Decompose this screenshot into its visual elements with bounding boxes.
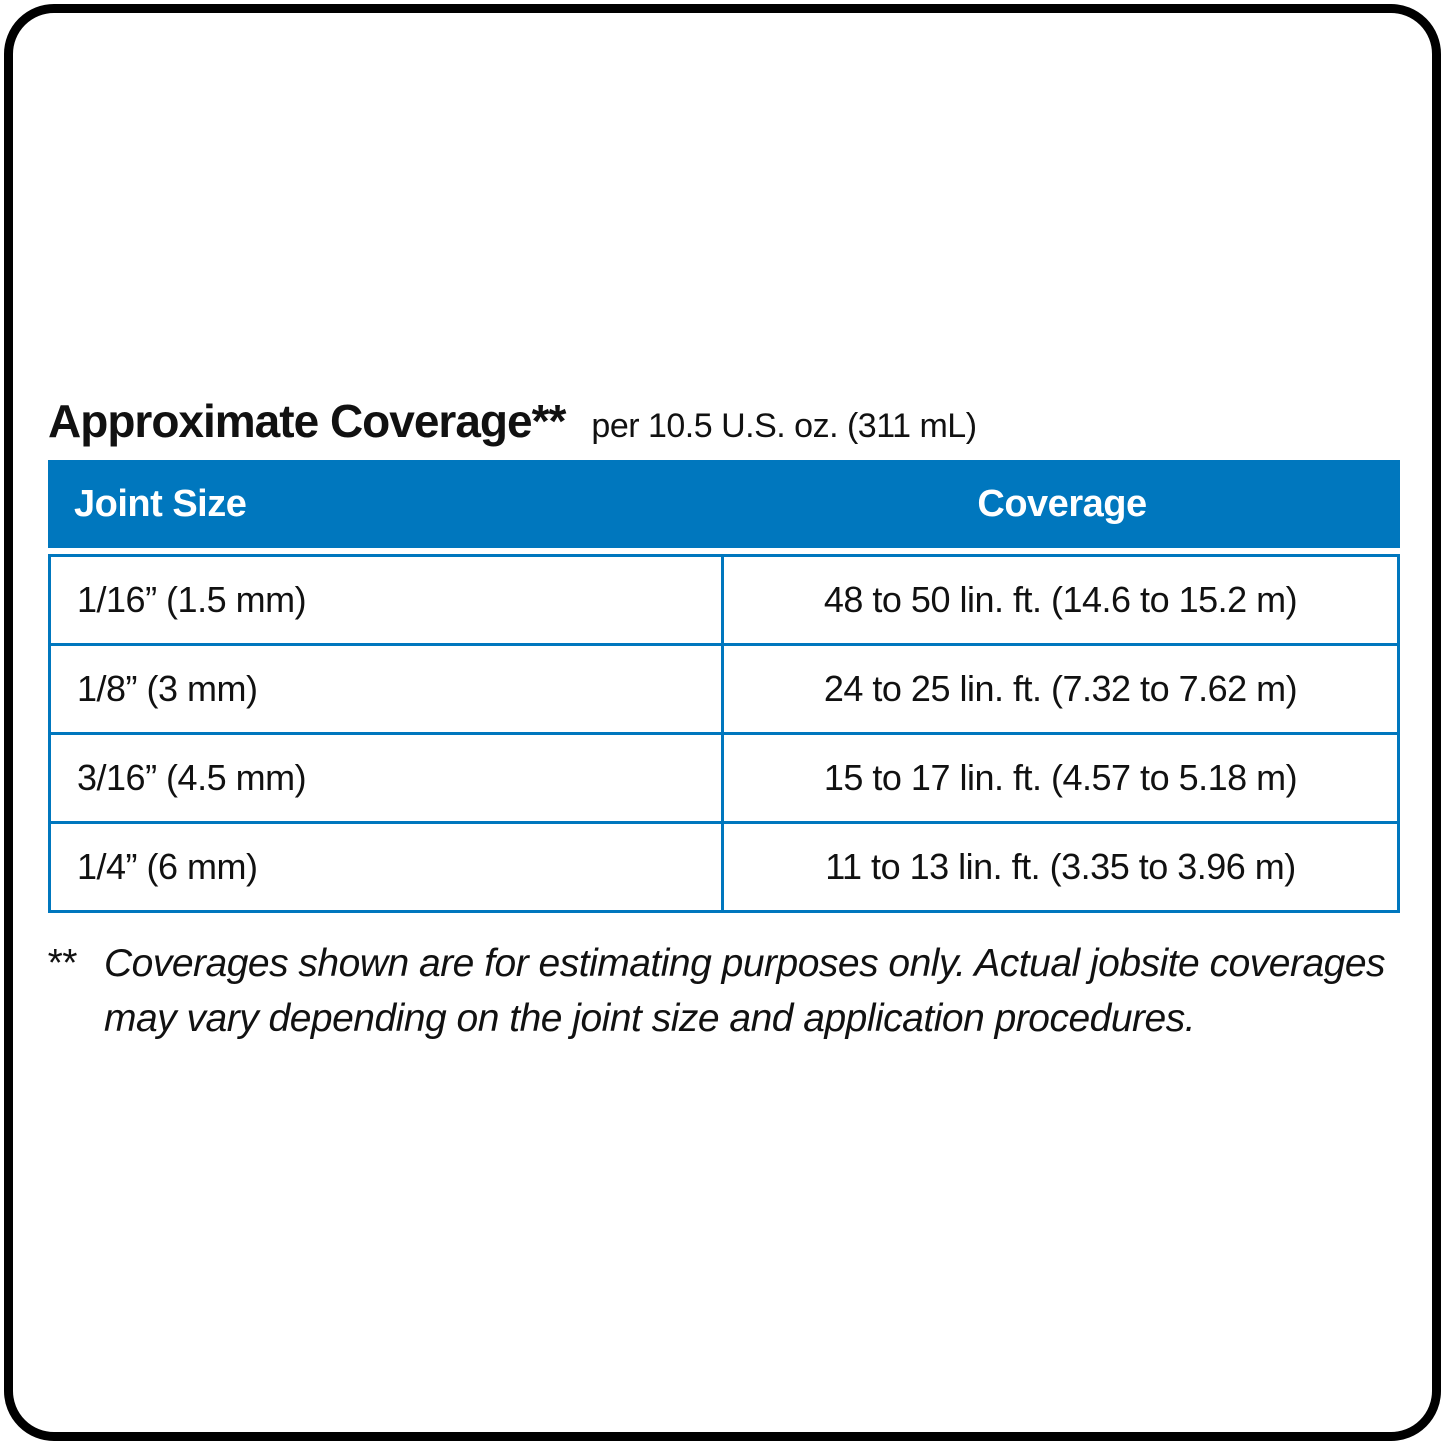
section-title: Approximate Coverage** xyxy=(48,395,566,447)
coverage-cell: 48 to 50 lin. ft. (14.6 to 15.2 m) xyxy=(823,579,1298,620)
coverage-cell: 24 to 25 lin. ft. (7.32 to 7.62 m) xyxy=(823,668,1298,709)
column-header-joint-size: Joint Size xyxy=(74,482,247,525)
footnote-line-1: Coverages shown are for estimating purposes only. Actual jobsite coverages xyxy=(104,942,1386,985)
table-row xyxy=(51,821,1397,910)
joint-size-cell: 1/4” (6 mm) xyxy=(51,824,724,910)
section-subtitle: per 10.5 U.S. oz. (311 mL) xyxy=(591,407,977,445)
coverage-table xyxy=(48,460,1400,913)
table-body xyxy=(48,554,1400,913)
column-header-coverage: Coverage xyxy=(977,482,1147,525)
joint-size-cell: 3/16” (4.5 mm) xyxy=(51,735,724,821)
table-row xyxy=(51,643,1397,732)
table-header-row xyxy=(48,460,1400,548)
joint-size-cell: 1/8” (3 mm) xyxy=(51,646,724,732)
footnote-text xyxy=(104,936,1385,1047)
section-title-row xyxy=(48,394,977,448)
footnote xyxy=(46,936,1385,1047)
table-row xyxy=(51,557,1397,643)
joint-size-cell: 1/16” (1.5 mm) xyxy=(51,557,724,643)
table-row xyxy=(51,732,1397,821)
footnote-marker: ** xyxy=(46,942,76,985)
coverage-cell: 11 to 13 lin. ft. (3.35 to 3.96 m) xyxy=(825,846,1296,887)
coverage-cell: 15 to 17 lin. ft. (4.57 to 5.18 m) xyxy=(823,757,1298,798)
footnote-line-2: may vary depending on the joint size and application procedures. xyxy=(104,997,1196,1041)
